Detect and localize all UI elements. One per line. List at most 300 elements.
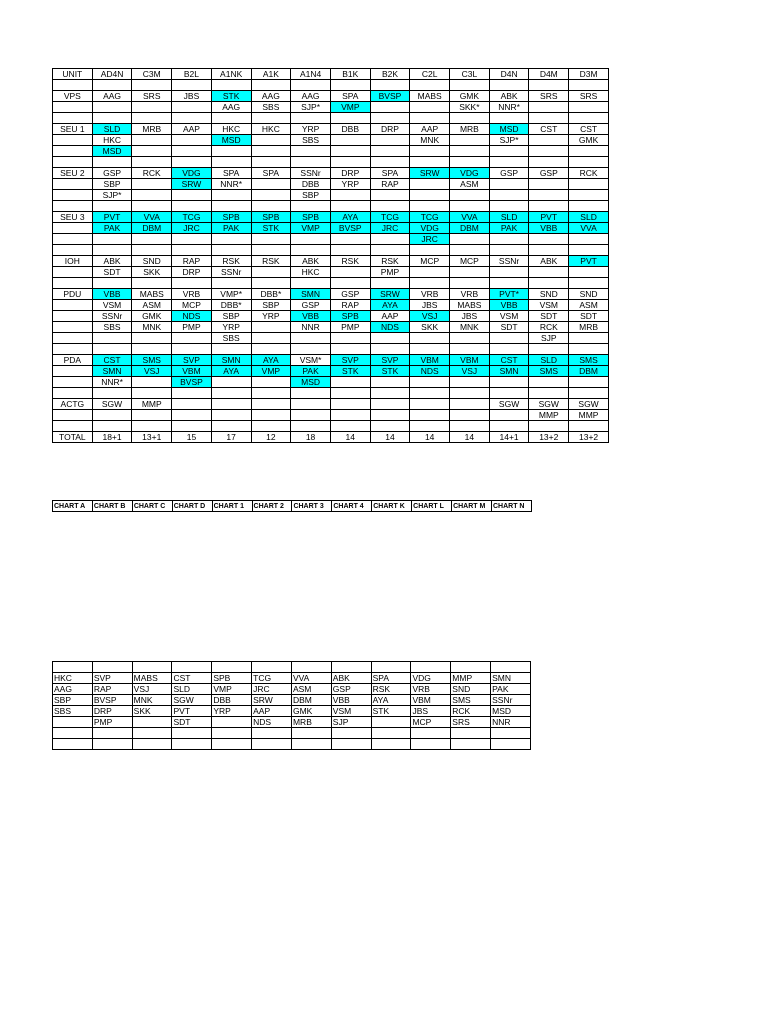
- unit-label-cell: [53, 366, 93, 377]
- table-row: [53, 662, 531, 673]
- unit-label-cell: [53, 223, 93, 234]
- assignment-cell: [370, 377, 410, 388]
- assignment-cell: [251, 201, 291, 212]
- assignment-cell: [172, 190, 212, 201]
- list-cell: VBM: [411, 695, 451, 706]
- list-cell: [491, 728, 531, 739]
- assignment-cell: VBM: [450, 355, 490, 366]
- assignment-cell: SDT: [489, 322, 529, 333]
- assignment-cell: SRW: [410, 168, 450, 179]
- assignment-cell: C2L: [410, 69, 450, 80]
- assignment-cell: YRP: [251, 311, 291, 322]
- assignment-cell: TCG: [370, 212, 410, 223]
- assignment-cell: RAP: [330, 300, 370, 311]
- assignment-cell: 14: [450, 432, 490, 443]
- assignment-cell: [251, 80, 291, 91]
- table-row: [53, 91, 609, 102]
- assignment-cell: SMS: [132, 355, 172, 366]
- assignment-cell: 13+1: [132, 432, 172, 443]
- assignment-cell: RSK: [330, 256, 370, 267]
- assignment-cell: 14: [370, 432, 410, 443]
- assignment-cell: [569, 234, 609, 245]
- assignment-cell: NDS: [410, 366, 450, 377]
- assignment-cell: RAP: [370, 179, 410, 190]
- assignment-cell: [132, 113, 172, 124]
- list-cell: [291, 728, 331, 739]
- unit-label-cell: [53, 322, 93, 333]
- table-row: [53, 717, 531, 728]
- assignment-cell: PMP: [330, 322, 370, 333]
- table-row: [53, 80, 609, 91]
- assignment-cell: 14: [330, 432, 370, 443]
- assignment-cell: [172, 245, 212, 256]
- assignment-cell: MABS: [132, 289, 172, 300]
- assignment-cell: [291, 146, 331, 157]
- assignment-cell: 15: [172, 432, 212, 443]
- list-cell: VRB: [411, 684, 451, 695]
- chart-label-cell: CHART C: [132, 501, 172, 512]
- assignment-cell: 13+2: [569, 432, 609, 443]
- assignment-cell: GSP: [291, 300, 331, 311]
- table-row: [53, 333, 609, 344]
- assignment-cell: HKC: [92, 135, 132, 146]
- assignment-cell: GMK: [450, 91, 490, 102]
- assignment-cell: RSK: [251, 256, 291, 267]
- assignment-cell: [529, 267, 569, 278]
- assignment-cell: [132, 157, 172, 168]
- assignment-cell: AYA: [330, 212, 370, 223]
- table-row: [53, 388, 609, 399]
- assignment-cell: [291, 333, 331, 344]
- assignment-cell: [330, 388, 370, 399]
- assignment-cell: MRB: [569, 322, 609, 333]
- assignment-cell: MMP: [569, 410, 609, 421]
- assignment-cell: DBB: [291, 179, 331, 190]
- list-cell: TCG: [252, 673, 292, 684]
- table-row: [53, 69, 609, 80]
- assignment-cell: [291, 80, 331, 91]
- list-cell: [291, 662, 331, 673]
- assignment-cell: GSP: [529, 168, 569, 179]
- assignment-cell: B1K: [330, 69, 370, 80]
- assignment-cell: [92, 344, 132, 355]
- list-cell: JRC: [252, 684, 292, 695]
- assignment-cell: CST: [569, 124, 609, 135]
- assignment-cell: [92, 201, 132, 212]
- assignment-cell: [569, 80, 609, 91]
- assignment-cell: [410, 267, 450, 278]
- assignment-cell: VSJ: [450, 366, 490, 377]
- assignment-cell: [529, 344, 569, 355]
- list-cell: SGW: [172, 695, 212, 706]
- assignment-cell: JBS: [172, 91, 212, 102]
- assignment-cell: [370, 344, 410, 355]
- code-list-table: [52, 661, 531, 750]
- assignment-cell: VBB: [92, 289, 132, 300]
- assignment-cell: MRB: [132, 124, 172, 135]
- assignment-cell: CST: [529, 124, 569, 135]
- assignment-cell: YRP: [211, 322, 251, 333]
- assignment-cell: [132, 201, 172, 212]
- assignment-cell: [529, 201, 569, 212]
- assignment-cell: NNR*: [489, 102, 529, 113]
- assignment-cell: 12: [251, 432, 291, 443]
- list-cell: VVA: [291, 673, 331, 684]
- chart-label-cell: CHART 3: [292, 501, 332, 512]
- list-cell: [132, 717, 172, 728]
- assignment-cell: [569, 190, 609, 201]
- assignment-cell: [450, 278, 490, 289]
- assignment-cell: VDG: [410, 223, 450, 234]
- list-cell: VSJ: [132, 684, 172, 695]
- list-cell: [212, 728, 252, 739]
- assignment-cell: [489, 146, 529, 157]
- assignment-cell: A1NK: [211, 69, 251, 80]
- list-cell: SDT: [172, 717, 212, 728]
- unit-label-cell: VPS: [53, 91, 93, 102]
- unit-label-cell: [53, 80, 93, 91]
- assignment-cell: [370, 399, 410, 410]
- list-cell: [212, 717, 252, 728]
- assignment-cell: SVP: [330, 355, 370, 366]
- assignment-cell: SJP: [529, 333, 569, 344]
- assignment-cell: [410, 245, 450, 256]
- assignment-cell: JRC: [370, 223, 410, 234]
- assignment-cell: [370, 278, 410, 289]
- assignment-cell: GSP: [92, 168, 132, 179]
- assignment-cell: SPB: [330, 311, 370, 322]
- assignment-cell: VBM: [172, 366, 212, 377]
- assignment-cell: [529, 135, 569, 146]
- assignment-cell: SGW: [489, 399, 529, 410]
- assignment-cell: SND: [529, 289, 569, 300]
- assignment-cell: [410, 333, 450, 344]
- list-cell: SND: [451, 684, 491, 695]
- assignment-cell: 14: [410, 432, 450, 443]
- list-cell: SPA: [371, 673, 411, 684]
- unit-label-cell: [53, 311, 93, 322]
- assignment-cell: [330, 344, 370, 355]
- assignment-cell: 13+2: [529, 432, 569, 443]
- assignment-cell: [529, 146, 569, 157]
- assignment-cell: [569, 377, 609, 388]
- assignment-cell: VBB: [489, 300, 529, 311]
- assignment-cell: [450, 245, 490, 256]
- list-cell: [491, 662, 531, 673]
- assignment-cell: SJP*: [92, 190, 132, 201]
- assignment-cell: [410, 80, 450, 91]
- assignment-cell: VRB: [410, 289, 450, 300]
- assignment-cell: [92, 102, 132, 113]
- assignment-cell: [211, 190, 251, 201]
- assignment-cell: [251, 421, 291, 432]
- assignment-cell: GMK: [132, 311, 172, 322]
- assignment-cell: SBP: [251, 300, 291, 311]
- assignment-cell: STK: [211, 91, 251, 102]
- assignment-cell: VBB: [291, 311, 331, 322]
- assignment-cell: [330, 421, 370, 432]
- assignment-cell: [291, 344, 331, 355]
- assignment-cell: [132, 190, 172, 201]
- unit-label-cell: [53, 102, 93, 113]
- table-row: [53, 289, 609, 300]
- assignment-cell: ASM: [569, 300, 609, 311]
- list-cell: [331, 739, 371, 750]
- assignment-cell: B2L: [172, 69, 212, 80]
- chart-label-cell: CHART 2: [252, 501, 292, 512]
- assignment-cell: [330, 146, 370, 157]
- assignment-cell: SPB: [251, 212, 291, 223]
- list-cell: [172, 728, 212, 739]
- assignment-cell: [211, 410, 251, 421]
- table-row: [53, 278, 609, 289]
- table-row: [53, 179, 609, 190]
- assignment-cell: [370, 388, 410, 399]
- assignment-cell: VBM: [410, 355, 450, 366]
- list-cell: [411, 728, 451, 739]
- assignment-cell: [370, 234, 410, 245]
- chart-label-cell: CHART M: [452, 501, 492, 512]
- assignment-cell: VSJ: [132, 366, 172, 377]
- assignment-cell: [132, 344, 172, 355]
- assignment-cell: [529, 113, 569, 124]
- unit-label-cell: [53, 113, 93, 124]
- table-row: [53, 300, 609, 311]
- assignment-cell: SLD: [529, 355, 569, 366]
- assignment-cell: PAK: [92, 223, 132, 234]
- assignment-cell: [450, 267, 490, 278]
- assignment-cell: SPB: [291, 212, 331, 223]
- assignment-cell: STK: [370, 366, 410, 377]
- assignment-cell: MSD: [92, 146, 132, 157]
- assignment-cell: [92, 245, 132, 256]
- list-cell: [371, 728, 411, 739]
- assignment-cell: AAG: [211, 102, 251, 113]
- assignment-cell: [410, 157, 450, 168]
- assignment-cell: [251, 190, 291, 201]
- assignment-cell: [489, 267, 529, 278]
- assignment-cell: [529, 157, 569, 168]
- assignment-cell: A1K: [251, 69, 291, 80]
- list-cell: STK: [371, 706, 411, 717]
- assignment-cell: SDT: [92, 267, 132, 278]
- list-cell: PAK: [491, 684, 531, 695]
- assignment-cell: [489, 80, 529, 91]
- assignment-cell: VVA: [450, 212, 490, 223]
- assignment-cell: [172, 113, 212, 124]
- list-cell: YRP: [212, 706, 252, 717]
- unit-label-cell: UNIT: [53, 69, 93, 80]
- assignment-cell: SND: [569, 289, 609, 300]
- assignment-cell: [172, 80, 212, 91]
- table-row: [53, 673, 531, 684]
- table-row: [53, 311, 609, 322]
- assignment-cell: [251, 179, 291, 190]
- assignment-cell: VSM: [92, 300, 132, 311]
- assignment-cell: [489, 388, 529, 399]
- list-cell: BVSP: [92, 695, 132, 706]
- assignment-cell: MMP: [529, 410, 569, 421]
- list-cell: [371, 739, 411, 750]
- assignment-cell: B2K: [370, 69, 410, 80]
- assignment-cell: STK: [251, 223, 291, 234]
- assignment-cell: [251, 234, 291, 245]
- assignment-cell: MRB: [450, 124, 490, 135]
- assignment-cell: [172, 421, 212, 432]
- assignment-cell: SGW: [92, 399, 132, 410]
- assignment-cell: [330, 113, 370, 124]
- list-cell: NNR: [491, 717, 531, 728]
- assignment-cell: SBP: [211, 311, 251, 322]
- assignment-cell: DRP: [330, 168, 370, 179]
- assignment-cell: [450, 80, 490, 91]
- assignment-cell: [172, 333, 212, 344]
- list-cell: [92, 739, 132, 750]
- assignment-cell: [172, 278, 212, 289]
- assignment-cell: 18: [291, 432, 331, 443]
- assignment-cell: HKC: [211, 124, 251, 135]
- assignment-cell: DBB*: [251, 289, 291, 300]
- assignment-cell: HKC: [251, 124, 291, 135]
- assignment-cell: [450, 388, 490, 399]
- assignment-cell: MNK: [132, 322, 172, 333]
- unit-label-cell: SEU 1: [53, 124, 93, 135]
- table-row: [53, 739, 531, 750]
- table-row: [53, 124, 609, 135]
- assignment-cell: [410, 421, 450, 432]
- unit-label-cell: IOH: [53, 256, 93, 267]
- assignment-cell: DBB*: [211, 300, 251, 311]
- assignment-cell: HKC: [291, 267, 331, 278]
- assignment-cell: [92, 278, 132, 289]
- assignment-cell: [450, 344, 490, 355]
- assignment-cell: [450, 201, 490, 212]
- assignment-cell: TCG: [410, 212, 450, 223]
- unit-label-cell: [53, 190, 93, 201]
- list-cell: HKC: [53, 673, 93, 684]
- list-cell: [451, 662, 491, 673]
- assignment-cell: [211, 245, 251, 256]
- assignment-cell: SSNr: [489, 256, 529, 267]
- assignment-cell: [251, 377, 291, 388]
- assignment-cell: [211, 157, 251, 168]
- list-cell: RAP: [92, 684, 132, 695]
- assignment-cell: [291, 421, 331, 432]
- assignment-cell: SKK*: [450, 102, 490, 113]
- assignment-cell: [569, 201, 609, 212]
- assignment-cell: YRP: [291, 124, 331, 135]
- unit-label-cell: [53, 234, 93, 245]
- assignment-cell: [450, 113, 490, 124]
- table-row: [53, 501, 532, 512]
- list-cell: [331, 728, 371, 739]
- list-cell: RCK: [451, 706, 491, 717]
- assignment-cell: [291, 410, 331, 421]
- assignment-cell: [489, 179, 529, 190]
- unit-label-cell: TOTAL: [53, 432, 93, 443]
- assignment-cell: [450, 190, 490, 201]
- assignment-cell: YRP: [330, 179, 370, 190]
- unit-label-cell: PDA: [53, 355, 93, 366]
- assignment-cell: [569, 245, 609, 256]
- assignment-cell: JRC: [410, 234, 450, 245]
- list-cell: SVP: [92, 673, 132, 684]
- list-cell: SLD: [172, 684, 212, 695]
- list-cell: AAG: [53, 684, 93, 695]
- assignment-cell: MCP: [450, 256, 490, 267]
- assignment-cell: SBS: [92, 322, 132, 333]
- assignment-cell: [291, 113, 331, 124]
- table-row: [53, 135, 609, 146]
- list-cell: [53, 717, 93, 728]
- assignment-cell: MNK: [410, 135, 450, 146]
- unit-label-cell: SEU 2: [53, 168, 93, 179]
- assignment-cell: SRS: [569, 91, 609, 102]
- assignment-cell: [569, 388, 609, 399]
- assignment-cell: SVP: [370, 355, 410, 366]
- assignment-cell: [489, 113, 529, 124]
- assignment-cell: DRP: [172, 267, 212, 278]
- assignment-cell: [92, 333, 132, 344]
- assignment-cell: [370, 80, 410, 91]
- assignment-cell: AAP: [410, 124, 450, 135]
- assignment-cell: [330, 157, 370, 168]
- assignment-cell: RSK: [370, 256, 410, 267]
- assignment-cell: [251, 410, 291, 421]
- assignment-cell: [370, 201, 410, 212]
- unit-label-cell: [53, 377, 93, 388]
- assignment-cell: SVP: [172, 355, 212, 366]
- assignment-cell: GSP: [489, 168, 529, 179]
- list-cell: [132, 728, 172, 739]
- assignment-cell: SMN: [489, 366, 529, 377]
- assignment-cell: VRB: [172, 289, 212, 300]
- list-cell: SKK: [132, 706, 172, 717]
- assignment-cell: [172, 399, 212, 410]
- list-cell: ASM: [291, 684, 331, 695]
- assignment-cell: [450, 333, 490, 344]
- assignment-cell: SKK: [132, 267, 172, 278]
- unit-label-cell: [53, 267, 93, 278]
- chart-label-cell: CHART K: [372, 501, 412, 512]
- chart-label-cell: CHART 4: [332, 501, 372, 512]
- unit-label-cell: [53, 300, 93, 311]
- assignment-cell: SRW: [370, 289, 410, 300]
- assignment-cell: VMP: [291, 223, 331, 234]
- assignment-cell: [330, 267, 370, 278]
- assignment-cell: [529, 80, 569, 91]
- assignment-cell: BVSP: [370, 91, 410, 102]
- assignment-cell: [569, 157, 609, 168]
- list-cell: [411, 662, 451, 673]
- assignment-cell: AAG: [92, 91, 132, 102]
- assignment-cell: CST: [489, 355, 529, 366]
- assignment-cell: C3L: [450, 69, 490, 80]
- list-cell: AYA: [371, 695, 411, 706]
- assignment-cell: [291, 388, 331, 399]
- table-row: [53, 432, 609, 443]
- table-row: [53, 190, 609, 201]
- assignment-cell: MABS: [450, 300, 490, 311]
- list-cell: SRW: [252, 695, 292, 706]
- assignment-cell: SDT: [569, 311, 609, 322]
- assignment-cell: JBS: [410, 300, 450, 311]
- assignment-cell: [410, 344, 450, 355]
- assignment-cell: [251, 245, 291, 256]
- table-row: [53, 267, 609, 278]
- list-cell: [371, 717, 411, 728]
- assignment-cell: SKK: [410, 322, 450, 333]
